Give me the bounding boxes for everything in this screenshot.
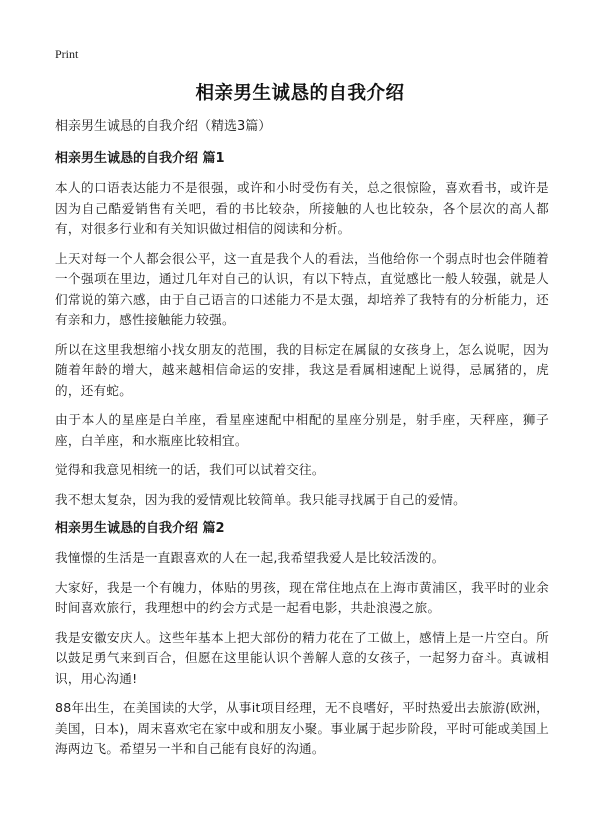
paragraph: 大家好，我是一个有魄力，体贴的男孩，现在常住地点在上海市黄浦区，我平时的业余时间喜欢旅行，我理想中的约会方式是一起看电影，共赴浪漫之旅。 xyxy=(55,579,549,615)
paragraph: 我不想太复杂，因为我的爱情观比较简单。我只能寻找属于自己的爱情。 xyxy=(55,491,466,507)
paragraph: 我是安徽安庆人。这些年基本上把大部份的精力花在了工做上，感情上是一片空白。所以鼓足勇气来到百合，但愿在这里能认识个善解人意的女孩子，一起努力奋斗。真诚相识，用心沟通! xyxy=(55,629,549,686)
paragraph: 88年出生，在美国读的大学，从事it项目经理，无不良嗜好，平时热爱出去旅游(欧洲，美国，日本)，周末喜欢宅在家中或和朋友小聚。事业属于起步阶段，平时可能或美国上海两边飞。希望另一半和自己能有良好的沟通。 xyxy=(55,700,549,756)
paragraph: 上天对每一个人都会很公平，这一直是我个人的看法，当他给你一个弱点时也会伴随着一个强项在里边，通过几年对自己的认识，有以下特点，直觉感比一般人较强，就是人们常说的第六感，由于自己语言的口述能力不是太强，却培养了我特有的分析能力，还有亲和力，感性接触能力较强。 xyxy=(55,250,549,327)
document-subtitle: 相亲男生诚恳的自我介绍（精选3篇） xyxy=(55,119,272,134)
paragraph: 觉得和我意见相统一的话，我们可以试着交往。 xyxy=(55,462,325,477)
paragraph: 本人的口语表达能力不是很强，或许和小时受伤有关，总之很惊险，喜欢看书，或许是因为自己酷爱销售有关吧，看的书比较杂，所接触的人也比较杂，各个层次的高人都有，对很多行业和有关知识做过相信的阅读和分析。 xyxy=(55,180,549,236)
paragraph: 所以在这里我想缩小找女朋友的范围，我的目标定在属鼠的女孩身上，怎么说呢，因为随着年龄的增大，越来越相信命运的安排，我这是看属相速配上说得，忌属猪的，虎的，还有蛇。 xyxy=(55,341,549,398)
section-heading-1: 相亲男生诚恳的自我介绍 篇1 xyxy=(55,151,225,166)
document-body xyxy=(55,117,549,769)
section-heading-2: 相亲男生诚恳的自我介绍 篇2 xyxy=(55,521,225,536)
paragraph: 由于本人的星座是白羊座，看星座速配中相配的星座分别是，射手座，天秤座，狮子座，白羊座，和水瓶座比较相宜。 xyxy=(55,412,549,448)
page-title: 相亲男生诚恳的自我介绍 xyxy=(195,83,405,104)
paragraph: 我憧憬的生活是一直跟喜欢的人在一起,我希望我爱人是比较活泼的。 xyxy=(55,550,445,565)
print-label[interactable]: Print xyxy=(55,47,79,61)
